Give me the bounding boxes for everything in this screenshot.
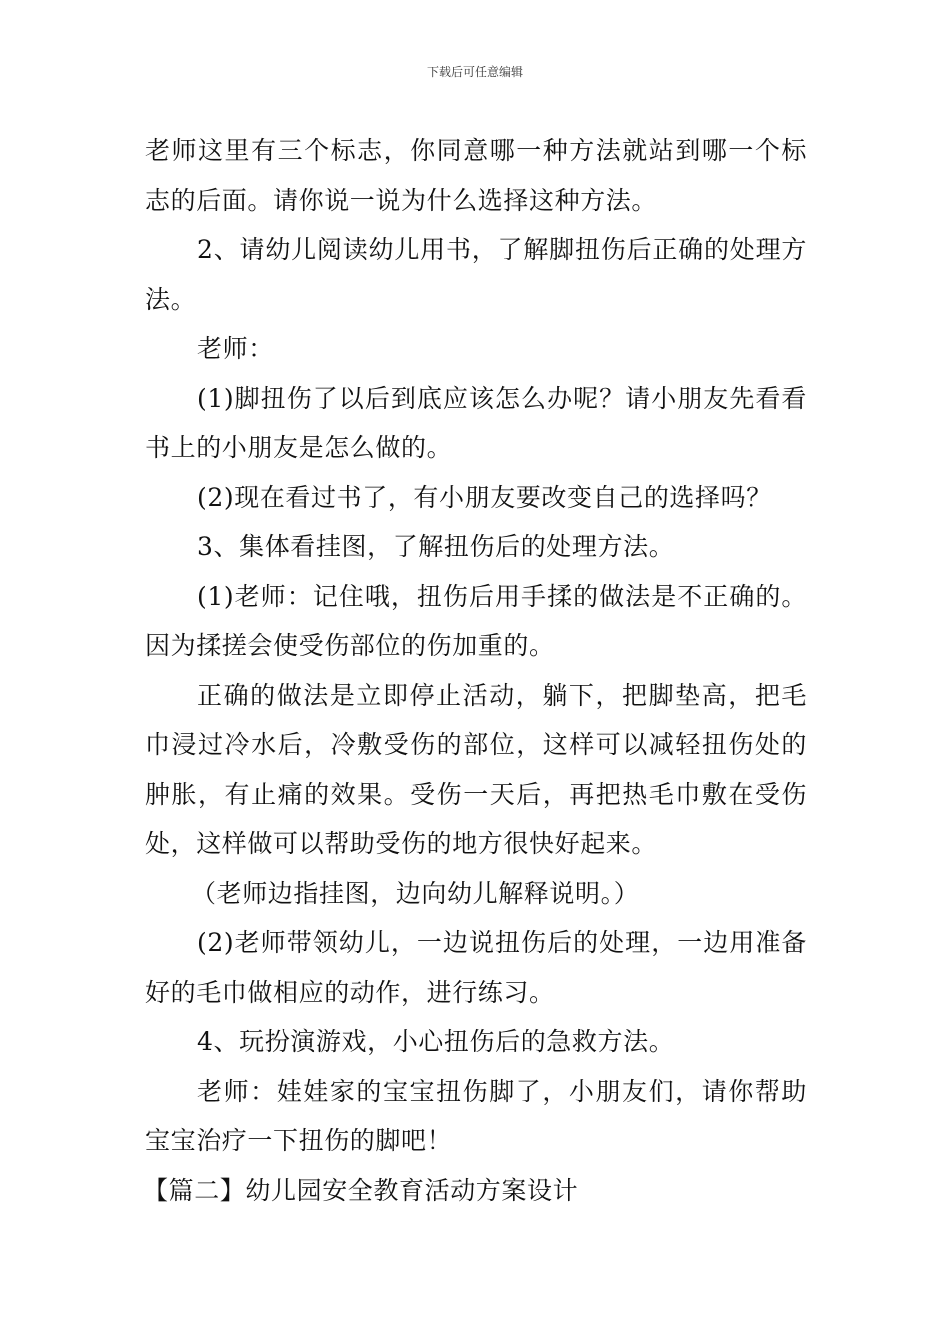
paragraph-correct-method: 正确的做法是立即停止活动，躺下，把脚垫高，把毛巾浸过冷水后，冷敷受伤的部位，这样可以减轻扭伤处的肿胀，有止痛的效果。受伤一天后，再把热毛巾敷在受伤处，这样做可以帮助受伤的地方很快好起来。: [145, 680, 807, 858]
paragraph-step-3: 3、集体看挂图，了解扭伤后的处理方法。: [197, 532, 675, 561]
paragraph-signs-intro: 老师这里有三个标志，你同意哪一种方法就站到哪一个标志的后面。请你说一说为什么选择这种方法。: [145, 136, 807, 215]
document-body: [145, 126, 807, 1215]
paragraph-question-2: (2)现在看过书了，有小朋友要改变自己的选择吗？: [197, 482, 772, 512]
paragraph-explanation: （老师边指挂图，边向幼儿解释说明。）: [191, 878, 640, 908]
paragraph-step-4: 4、玩扮演游戏，小心扭伤后的急救方法。: [197, 1027, 675, 1056]
paragraph-question-1: (1)脚扭伤了以后到底应该怎么办呢？请小朋友先看看书上的小朋友是怎么做的。: [145, 383, 807, 462]
paragraph-teacher-label: 老师：: [197, 334, 274, 363]
section-heading: 【篇二】幼儿园安全教育活动方案设计: [143, 1175, 579, 1205]
paragraph-role-play: 老师：娃娃家的宝宝扭伤脚了，小朋友们，请你帮助宝宝治疗一下扭伤的脚吧！: [145, 1076, 807, 1155]
paragraph-teacher-note: (1)老师：记住哦，扭伤后用手揉的做法是不正确的。因为揉搓会使受伤部位的伤加重的。: [145, 581, 807, 660]
paragraph-practice: (2)老师带领幼儿，一边说扭伤后的处理，一边用准备好的毛巾做相应的动作，进行练习。: [145, 928, 807, 1007]
page-header-note: 下载后可任意编辑: [426, 65, 523, 79]
paragraph-step-2: 2、请幼儿阅读幼儿用书，了解脚扭伤后正确的处理方法。: [145, 235, 807, 314]
